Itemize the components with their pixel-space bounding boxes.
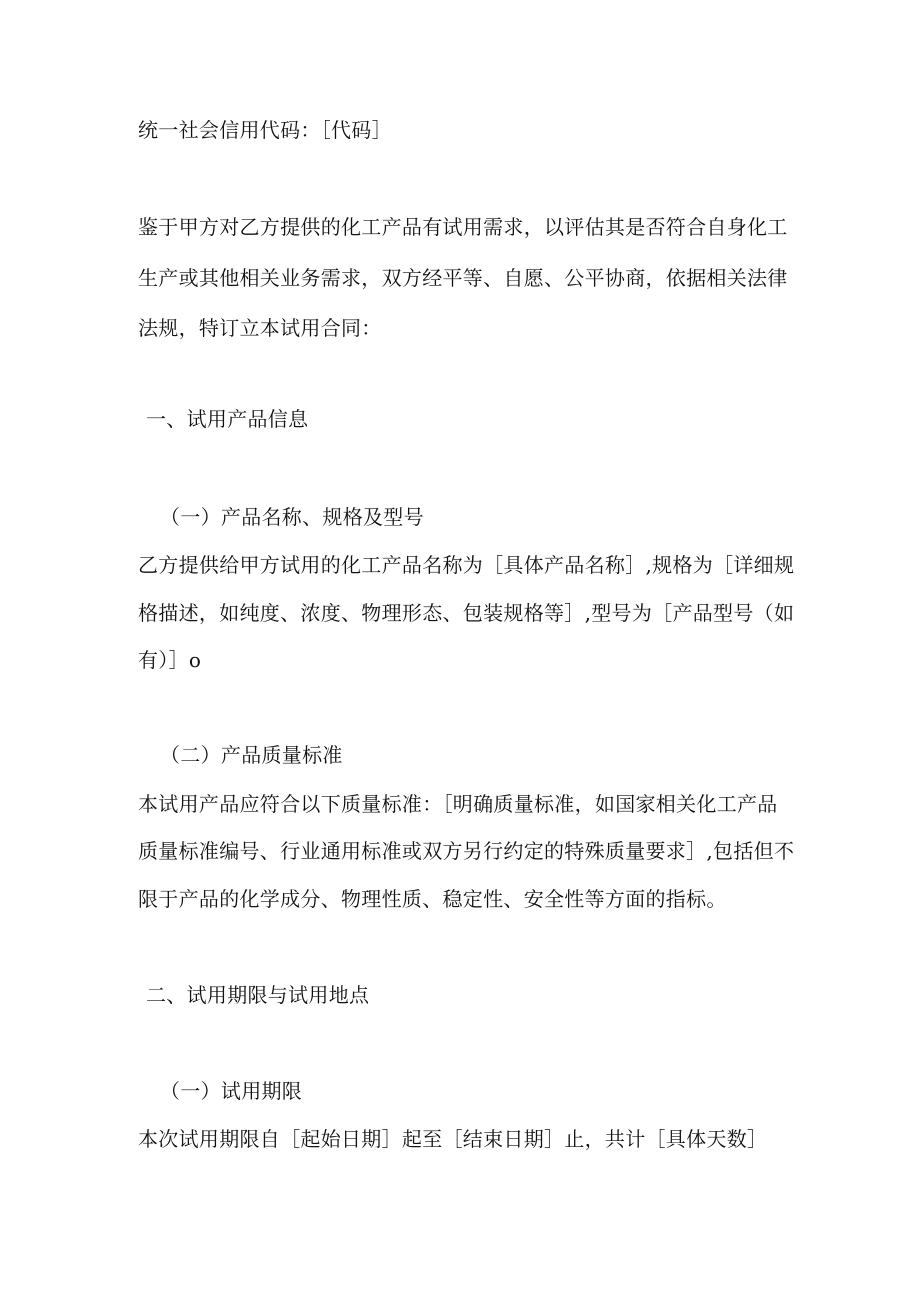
section-1-2-line-1: 本试用产品应符合以下质量标准：［明确质量标准，如国家相关化工产品 (138, 792, 778, 816)
section-1-2-heading: （二）产品质量标准 (160, 743, 343, 767)
section-1-heading: 一、试用产品信息 (146, 407, 309, 431)
preamble-line-3: 法规，特订立本试用合同： (138, 316, 382, 340)
credit-code-line: 统一社会信用代码：［代码］ (138, 118, 392, 142)
section-1-1-line-1: 乙方提供给甲方试用的化工产品名称为［具体产品名称］,规格为［详细规 (138, 553, 795, 577)
section-1-1-line-3: 有）］o (138, 648, 202, 672)
preamble-line-2: 生产或其他相关业务需求，双方经平等、自愿、公平协商，依据相关法律 (138, 266, 788, 290)
section-1-2-line-2: 质量标准编号、行业通用标准或双方另行约定的特殊质量要求］,包括但不 (138, 839, 795, 863)
section-2-1-heading: （一）试用期限 (160, 1079, 303, 1103)
section-1-2-line-3: 限于产品的化学成分、物理性质、稳定性、安全性等方面的指标。 (138, 887, 727, 911)
preamble-line-1: 鉴于甲方对乙方提供的化工产品有试用需求，以评估其是否符合自身化工 (138, 215, 788, 239)
section-1-1-heading: （一）产品名称、规格及型号 (160, 505, 424, 529)
section-2-heading: 二、试用期限与试用地点 (146, 983, 370, 1007)
section-1-1-line-2: 格描述，如纯度、浓度、物理形态、包装规格等］,型号为［产品型号（如 (138, 601, 795, 625)
section-2-1-line-1: 本次试用期限自［起始日期］起至［结束日期］止，共计［具体天数］ (138, 1127, 768, 1151)
